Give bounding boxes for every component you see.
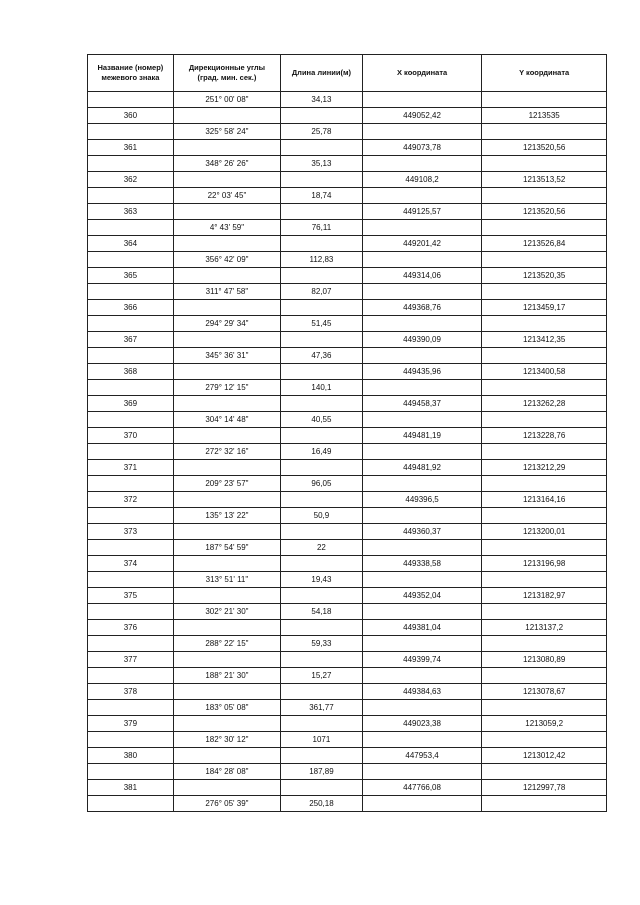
cell-x-coordinate: 449481,92 (362, 460, 482, 476)
cell-boundary-mark: 374 (88, 556, 174, 572)
cell-y-coordinate: 1213164,16 (482, 492, 607, 508)
cell-x-coordinate: 449399,74 (362, 652, 482, 668)
cell-boundary-mark (88, 380, 174, 396)
cell-boundary-mark: 371 (88, 460, 174, 476)
cell-direction-angle: 184° 28' 08" (173, 764, 280, 780)
cell-line-length (281, 716, 363, 732)
cell-boundary-mark (88, 668, 174, 684)
cell-line-length: 112,83 (281, 252, 363, 268)
cell-x-coordinate: 449435,96 (362, 364, 482, 380)
cell-x-coordinate: 449352,04 (362, 588, 482, 604)
table-row (88, 252, 607, 268)
table-row (88, 428, 607, 444)
cell-x-coordinate (362, 668, 482, 684)
table-row (88, 396, 607, 412)
cell-direction-angle (173, 492, 280, 508)
table-row (88, 124, 607, 140)
cell-line-length: 25,78 (281, 124, 363, 140)
cell-line-length: 140,1 (281, 380, 363, 396)
table-row (88, 316, 607, 332)
cell-x-coordinate (362, 540, 482, 556)
cell-line-length (281, 268, 363, 284)
cell-line-length: 50,9 (281, 508, 363, 524)
cell-line-length (281, 140, 363, 156)
cell-boundary-mark (88, 732, 174, 748)
cell-line-length (281, 588, 363, 604)
cell-line-length (281, 396, 363, 412)
table-row (88, 684, 607, 700)
table-row (88, 492, 607, 508)
cell-x-coordinate (362, 508, 482, 524)
table-row (88, 364, 607, 380)
cell-boundary-mark (88, 604, 174, 620)
cell-boundary-mark (88, 764, 174, 780)
cell-x-coordinate (362, 796, 482, 812)
cell-boundary-mark: 370 (88, 428, 174, 444)
table-row (88, 412, 607, 428)
table-row (88, 540, 607, 556)
cell-line-length (281, 236, 363, 252)
cell-line-length: 18,74 (281, 188, 363, 204)
cell-direction-angle: 4° 43' 59" (173, 220, 280, 236)
cell-line-length: 16,49 (281, 444, 363, 460)
cell-y-coordinate (482, 732, 607, 748)
cell-direction-angle (173, 460, 280, 476)
cell-x-coordinate: 449125,57 (362, 204, 482, 220)
cell-direction-angle (173, 332, 280, 348)
cell-line-length: 47,36 (281, 348, 363, 364)
cell-x-coordinate: 449458,37 (362, 396, 482, 412)
cell-direction-angle: 187° 54' 59" (173, 540, 280, 556)
cell-direction-angle: 302° 21' 30" (173, 604, 280, 620)
table-row (88, 444, 607, 460)
cell-y-coordinate (482, 540, 607, 556)
cell-y-coordinate (482, 380, 607, 396)
cell-boundary-mark (88, 220, 174, 236)
cell-line-length: 82,07 (281, 284, 363, 300)
cell-y-coordinate: 1213228,76 (482, 428, 607, 444)
cell-y-coordinate: 1212997,78 (482, 780, 607, 796)
cell-boundary-mark (88, 284, 174, 300)
cell-line-length: 76,11 (281, 220, 363, 236)
cell-direction-angle: 188° 21' 30" (173, 668, 280, 684)
cell-x-coordinate: 447766,08 (362, 780, 482, 796)
cell-boundary-mark: 373 (88, 524, 174, 540)
cell-x-coordinate (362, 412, 482, 428)
cell-direction-angle (173, 652, 280, 668)
cell-y-coordinate (482, 348, 607, 364)
cell-line-length: 250,18 (281, 796, 363, 812)
table-row (88, 332, 607, 348)
cell-boundary-mark: 366 (88, 300, 174, 316)
cell-y-coordinate: 1213412,35 (482, 332, 607, 348)
table-header-row (88, 55, 607, 92)
cell-x-coordinate: 449023,38 (362, 716, 482, 732)
table-row (88, 732, 607, 748)
cell-y-coordinate (482, 764, 607, 780)
cell-y-coordinate: 1213520,56 (482, 140, 607, 156)
cell-direction-angle (173, 780, 280, 796)
cell-direction-angle (173, 364, 280, 380)
cell-y-coordinate (482, 604, 607, 620)
cell-x-coordinate (362, 636, 482, 652)
cell-direction-angle: 325° 58' 24" (173, 124, 280, 140)
cell-direction-angle: 22° 03' 45" (173, 188, 280, 204)
cell-line-length (281, 172, 363, 188)
cell-direction-angle (173, 620, 280, 636)
table-row (88, 380, 607, 396)
cell-boundary-mark: 372 (88, 492, 174, 508)
table-row (88, 236, 607, 252)
cell-x-coordinate: 449360,37 (362, 524, 482, 540)
cell-y-coordinate: 1213012,42 (482, 748, 607, 764)
table-row (88, 460, 607, 476)
cell-direction-angle: 279° 12' 15" (173, 380, 280, 396)
cell-direction-angle: 345° 36' 31" (173, 348, 280, 364)
cell-line-length (281, 300, 363, 316)
table-row (88, 796, 607, 812)
header-x-coordinate: X координата (362, 55, 482, 92)
cell-line-length: 1071 (281, 732, 363, 748)
cell-direction-angle (173, 300, 280, 316)
cell-y-coordinate (482, 412, 607, 428)
cell-y-coordinate (482, 636, 607, 652)
cell-direction-angle: 182° 30' 12" (173, 732, 280, 748)
cell-boundary-mark: 364 (88, 236, 174, 252)
cell-x-coordinate: 449396,5 (362, 492, 482, 508)
cell-y-coordinate (482, 700, 607, 716)
table-row (88, 108, 607, 124)
cell-boundary-mark: 381 (88, 780, 174, 796)
cell-boundary-mark: 363 (88, 204, 174, 220)
cell-x-coordinate (362, 604, 482, 620)
cell-boundary-mark (88, 796, 174, 812)
cell-direction-angle (173, 684, 280, 700)
cell-y-coordinate (482, 188, 607, 204)
cell-y-coordinate (482, 476, 607, 492)
cell-boundary-mark: 379 (88, 716, 174, 732)
cell-y-coordinate: 1213212,29 (482, 460, 607, 476)
table-row (88, 748, 607, 764)
cell-y-coordinate (482, 796, 607, 812)
cell-x-coordinate (362, 252, 482, 268)
cell-boundary-mark (88, 316, 174, 332)
cell-boundary-mark (88, 540, 174, 556)
table-row (88, 668, 607, 684)
cell-boundary-mark (88, 124, 174, 140)
cell-direction-angle: 294° 29' 34" (173, 316, 280, 332)
cell-direction-angle (173, 716, 280, 732)
table-row (88, 524, 607, 540)
cell-direction-angle (173, 236, 280, 252)
cell-x-coordinate: 449073,78 (362, 140, 482, 156)
cell-x-coordinate (362, 764, 482, 780)
cell-x-coordinate (362, 92, 482, 108)
table-row (88, 284, 607, 300)
cell-direction-angle: 276° 05' 39" (173, 796, 280, 812)
cell-boundary-mark (88, 444, 174, 460)
cell-line-length: 187,89 (281, 764, 363, 780)
cell-line-length: 361,77 (281, 700, 363, 716)
cell-y-coordinate: 1213137,2 (482, 620, 607, 636)
cell-direction-angle: 288° 22' 15" (173, 636, 280, 652)
table-row (88, 188, 607, 204)
cell-x-coordinate (362, 380, 482, 396)
cell-direction-angle (173, 140, 280, 156)
cell-direction-angle (173, 524, 280, 540)
cell-y-coordinate (482, 156, 607, 172)
table-row (88, 156, 607, 172)
cell-boundary-mark (88, 252, 174, 268)
cell-line-length: 40,55 (281, 412, 363, 428)
cell-x-coordinate: 449338,58 (362, 556, 482, 572)
cell-line-length (281, 364, 363, 380)
cell-y-coordinate: 1213182,97 (482, 588, 607, 604)
cell-direction-angle (173, 588, 280, 604)
cell-y-coordinate (482, 92, 607, 108)
table-row (88, 620, 607, 636)
cell-direction-angle (173, 268, 280, 284)
cell-y-coordinate (482, 124, 607, 140)
cell-line-length (281, 780, 363, 796)
cell-y-coordinate (482, 220, 607, 236)
table-row (88, 556, 607, 572)
cell-boundary-mark (88, 412, 174, 428)
cell-boundary-mark: 378 (88, 684, 174, 700)
header-direction-angles: Дирекционные углы (град. мин. сек.) (173, 55, 280, 92)
cell-x-coordinate (362, 572, 482, 588)
cell-x-coordinate: 449390,09 (362, 332, 482, 348)
cell-boundary-mark: 368 (88, 364, 174, 380)
cell-x-coordinate: 449384,63 (362, 684, 482, 700)
cell-line-length: 59,33 (281, 636, 363, 652)
cell-boundary-mark: 376 (88, 620, 174, 636)
cell-direction-angle: 348° 26' 26" (173, 156, 280, 172)
cell-boundary-mark: 362 (88, 172, 174, 188)
cell-x-coordinate: 449368,76 (362, 300, 482, 316)
table-row (88, 300, 607, 316)
table-row (88, 204, 607, 220)
cell-y-coordinate (482, 444, 607, 460)
cell-x-coordinate (362, 316, 482, 332)
cell-x-coordinate (362, 188, 482, 204)
table-row (88, 716, 607, 732)
cell-line-length (281, 492, 363, 508)
cell-y-coordinate: 1213400,58 (482, 364, 607, 380)
cell-direction-angle (173, 556, 280, 572)
table-row (88, 636, 607, 652)
cell-direction-angle: 209° 23' 57" (173, 476, 280, 492)
table-row (88, 652, 607, 668)
cell-direction-angle: 272° 32' 16" (173, 444, 280, 460)
cell-x-coordinate: 449201,42 (362, 236, 482, 252)
cell-direction-angle: 311° 47' 58" (173, 284, 280, 300)
table-row (88, 572, 607, 588)
table-row (88, 172, 607, 188)
cell-line-length (281, 204, 363, 220)
cell-boundary-mark: 360 (88, 108, 174, 124)
cell-line-length: 34,13 (281, 92, 363, 108)
table-row (88, 588, 607, 604)
header-y-coordinate: Y координата (482, 55, 607, 92)
cell-y-coordinate (482, 252, 607, 268)
table-row (88, 140, 607, 156)
cell-x-coordinate (362, 156, 482, 172)
boundary-coordinates-table (87, 54, 607, 812)
cell-y-coordinate: 1213535 (482, 108, 607, 124)
cell-y-coordinate: 1213520,35 (482, 268, 607, 284)
cell-boundary-mark: 365 (88, 268, 174, 284)
cell-x-coordinate (362, 124, 482, 140)
cell-y-coordinate: 1213200,01 (482, 524, 607, 540)
cell-boundary-mark: 380 (88, 748, 174, 764)
cell-y-coordinate (482, 572, 607, 588)
cell-boundary-mark (88, 508, 174, 524)
cell-boundary-mark: 375 (88, 588, 174, 604)
cell-boundary-mark: 367 (88, 332, 174, 348)
cell-y-coordinate (482, 668, 607, 684)
cell-x-coordinate (362, 732, 482, 748)
cell-line-length (281, 556, 363, 572)
cell-line-length (281, 652, 363, 668)
cell-line-length: 19,43 (281, 572, 363, 588)
cell-x-coordinate (362, 700, 482, 716)
cell-boundary-mark (88, 156, 174, 172)
cell-line-length: 15,27 (281, 668, 363, 684)
cell-direction-angle (173, 748, 280, 764)
cell-x-coordinate (362, 476, 482, 492)
cell-line-length (281, 524, 363, 540)
table-row (88, 220, 607, 236)
cell-direction-angle (173, 396, 280, 412)
cell-x-coordinate: 449052,42 (362, 108, 482, 124)
cell-boundary-mark (88, 476, 174, 492)
table-row (88, 780, 607, 796)
cell-direction-angle (173, 172, 280, 188)
cell-line-length: 96,05 (281, 476, 363, 492)
cell-boundary-mark: 369 (88, 396, 174, 412)
cell-y-coordinate: 1213526,84 (482, 236, 607, 252)
cell-direction-angle: 251° 00' 08" (173, 92, 280, 108)
cell-y-coordinate: 1213520,56 (482, 204, 607, 220)
cell-y-coordinate: 1213196,98 (482, 556, 607, 572)
cell-x-coordinate: 449481,19 (362, 428, 482, 444)
header-boundary-mark: Название (номер) межевого знака (88, 55, 174, 92)
cell-direction-angle: 356° 42' 09" (173, 252, 280, 268)
cell-line-length: 51,45 (281, 316, 363, 332)
table-row (88, 476, 607, 492)
table-row (88, 92, 607, 108)
cell-boundary-mark (88, 700, 174, 716)
cell-line-length: 22 (281, 540, 363, 556)
cell-x-coordinate (362, 284, 482, 300)
cell-line-length: 54,18 (281, 604, 363, 620)
cell-direction-angle: 183° 05' 08" (173, 700, 280, 716)
cell-y-coordinate: 1213459,17 (482, 300, 607, 316)
cell-boundary-mark (88, 92, 174, 108)
cell-direction-angle (173, 428, 280, 444)
cell-line-length (281, 748, 363, 764)
cell-line-length (281, 620, 363, 636)
cell-y-coordinate: 1213059,2 (482, 716, 607, 732)
cell-boundary-mark (88, 188, 174, 204)
cell-x-coordinate: 449108,2 (362, 172, 482, 188)
cell-x-coordinate (362, 348, 482, 364)
cell-x-coordinate: 449381,04 (362, 620, 482, 636)
cell-y-coordinate: 1213080,89 (482, 652, 607, 668)
cell-boundary-mark: 361 (88, 140, 174, 156)
cell-x-coordinate (362, 444, 482, 460)
cell-direction-angle: 135° 13' 22" (173, 508, 280, 524)
cell-direction-angle: 304° 14' 48" (173, 412, 280, 428)
cell-x-coordinate (362, 220, 482, 236)
table-row (88, 604, 607, 620)
cell-line-length (281, 460, 363, 476)
cell-y-coordinate (482, 284, 607, 300)
table-row (88, 508, 607, 524)
cell-line-length (281, 108, 363, 124)
header-line-length: Длина линии(м) (281, 55, 363, 92)
cell-direction-angle (173, 108, 280, 124)
cell-y-coordinate (482, 316, 607, 332)
cell-boundary-mark: 377 (88, 652, 174, 668)
cell-x-coordinate: 447953,4 (362, 748, 482, 764)
cell-boundary-mark (88, 348, 174, 364)
cell-boundary-mark (88, 572, 174, 588)
cell-y-coordinate: 1213078,67 (482, 684, 607, 700)
cell-direction-angle: 313° 51' 11" (173, 572, 280, 588)
table-row (88, 764, 607, 780)
cell-y-coordinate (482, 508, 607, 524)
cell-boundary-mark (88, 636, 174, 652)
cell-y-coordinate: 1213513,52 (482, 172, 607, 188)
cell-line-length (281, 332, 363, 348)
table-body (88, 92, 607, 812)
cell-line-length (281, 428, 363, 444)
cell-line-length (281, 684, 363, 700)
cell-y-coordinate: 1213262,28 (482, 396, 607, 412)
table-row (88, 700, 607, 716)
cell-direction-angle (173, 204, 280, 220)
cell-line-length: 35,13 (281, 156, 363, 172)
cell-x-coordinate: 449314,06 (362, 268, 482, 284)
table-row (88, 348, 607, 364)
table-row (88, 268, 607, 284)
